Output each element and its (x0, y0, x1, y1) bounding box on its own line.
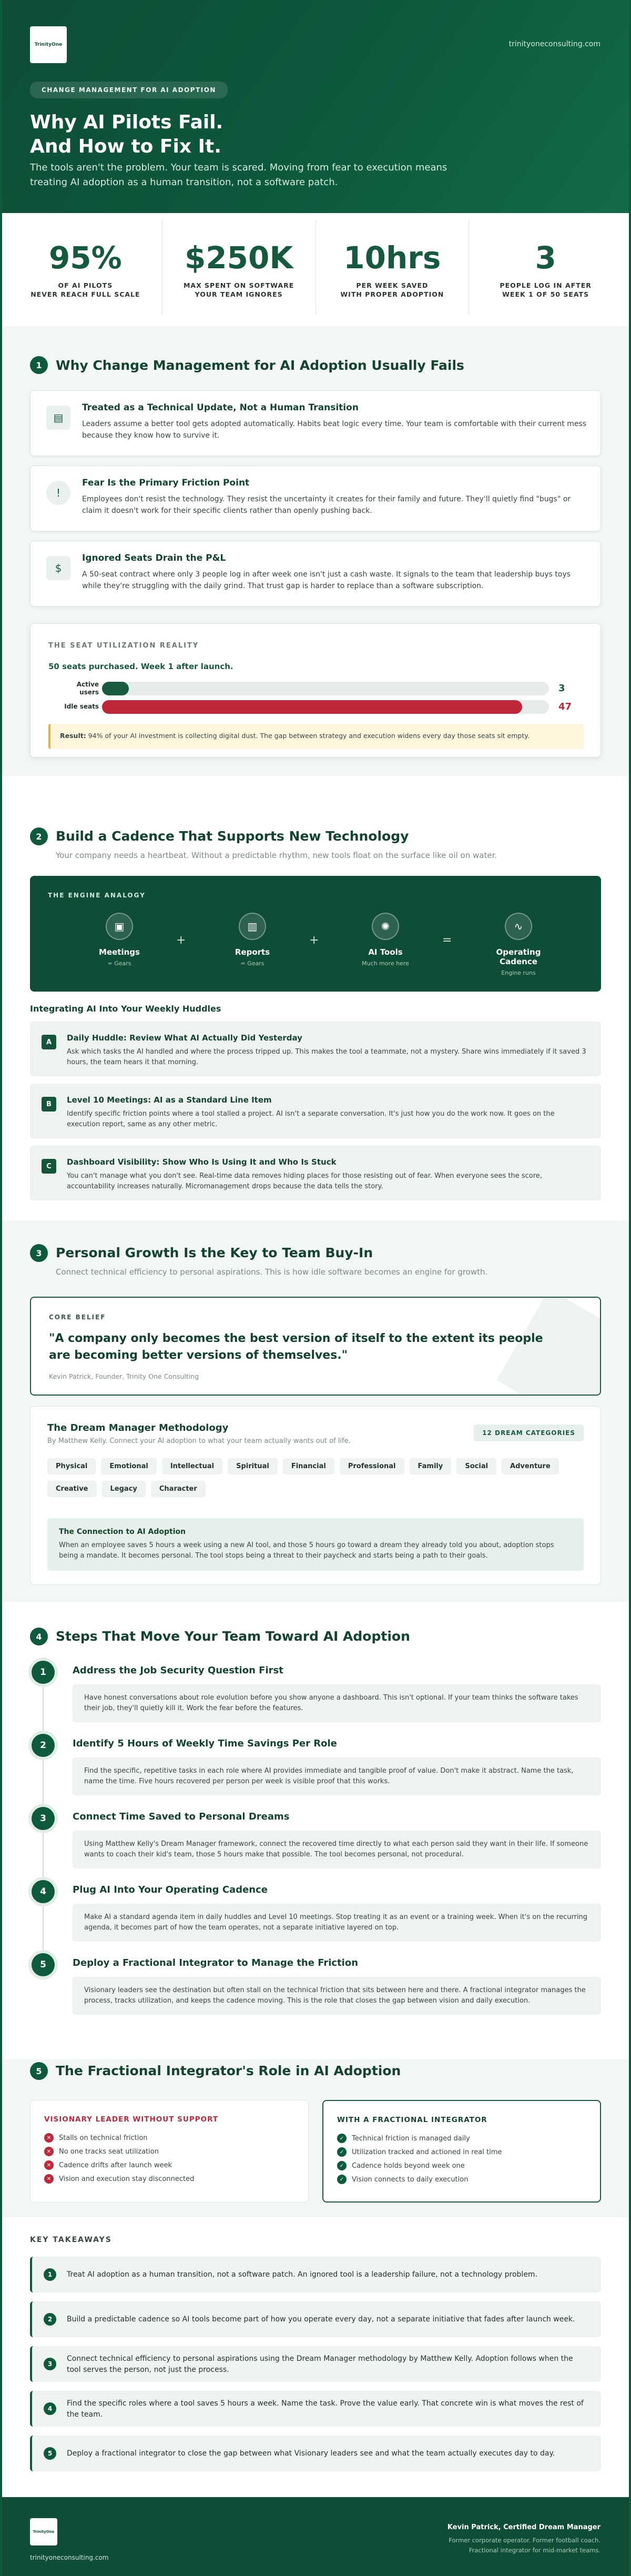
takeaways-heading: KEY TAKEAWAYS (30, 2236, 112, 2244)
logo[interactable] (30, 26, 67, 63)
section-title: Build a Cadence That Supports New Technology (56, 829, 409, 844)
page-border-right (629, 0, 631, 2576)
dream-category-tag: Social (456, 1458, 496, 1474)
dream-category-tag: Character (151, 1481, 206, 1497)
dream-category-tag: Adventure (502, 1458, 559, 1474)
check-icon: ✓ (337, 2175, 347, 2184)
hero-pill: CHANGE MANAGEMENT FOR AI ADOPTION (30, 82, 228, 98)
idle-seats-label: Idle seats (64, 703, 99, 710)
section-number: 4 (30, 1628, 48, 1645)
huddle-text: Ask which tasks the AI handled and where the process tripped up. This makes the tool a teammate, not a mystery. Share wins immediately if it saved 3 hours, the team hears it that morning. (67, 1048, 586, 1066)
hero-subtitle: The tools aren't the problem. Your team is scared. Moving from fear to execution means treating AI adoption as a human transition, not a software patch. (30, 162, 447, 188)
reason-card (30, 390, 601, 456)
step-text: Using Matthew Kelly's Dream Manager framework, connect the recovered time directly to what each person said they want in their life. If someone wants to coach their kid's team, those 5 hours make that possible. The tool becomes personal, not procedural. (73, 1831, 601, 1868)
takeaway-number: 3 (44, 2358, 56, 2370)
stat-label: PER WEEK SAVED WITH PROPER ADOPTION (340, 281, 444, 298)
dream-category-tag: Physical (47, 1458, 96, 1474)
section-number: 5 (30, 2062, 48, 2080)
comparison-item: ✓ Cadence holds beyond week one (337, 2159, 502, 2173)
pulse-icon: ∿ (505, 913, 532, 940)
equals-sign: = (442, 934, 452, 947)
footer-logo[interactable]: TrinityOne (30, 2518, 57, 2545)
check-icon: ✓ (337, 2161, 347, 2170)
step-title: Deploy a Fractional Integrator to Manage the Friction (73, 1957, 359, 1968)
dream-category-tag: Professional (340, 1458, 404, 1474)
dollar-icon: $ (46, 556, 70, 580)
check-icon: ✓ (337, 2147, 347, 2157)
dream-category-tag: Spiritual (228, 1458, 278, 1474)
section-number: 2 (30, 827, 48, 845)
stat-number: $250K (184, 240, 293, 276)
section-subtitle: Your company needs a heartbeat. Without a predictable rhythm, new tools float on the surface like oil on water. (56, 851, 497, 860)
x-icon: ✕ (44, 2160, 54, 2170)
core-belief-quote (30, 1297, 601, 1396)
huddle-badge: C (42, 1159, 56, 1174)
comparison-item: ✕ Stalls on technical friction (44, 2131, 194, 2145)
stats-row (9, 220, 622, 315)
takeaway-number: 4 (44, 2402, 56, 2415)
stat-number: 3 (535, 240, 556, 276)
footer (0, 2497, 631, 2576)
section-title: Personal Growth Is the Key to Team Buy-In (56, 1245, 373, 1260)
takeaway-item (30, 2301, 601, 2337)
takeaway-text: Connect technical efficiency to personal aspirations using the Dream Manager methodology by Matthew Kelly. Adoption follows when the tool serves the person, not just the process. (67, 2355, 573, 2374)
stat-label: OF AI PILOTS NEVER REACH FULL SCALE (30, 281, 140, 298)
without-support-heading: VISIONARY LEADER WITHOUT SUPPORT (44, 2115, 219, 2124)
engine-item-reports: ▥ Reports = Gears (210, 913, 294, 967)
dream-category-tag: Creative (47, 1481, 97, 1497)
huddle-title: Level 10 Meetings: AI as a Standard Line Item (67, 1095, 272, 1105)
huddle-title: Dashboard Visibility: Show Who Is Using It and Who Is Stuck (67, 1157, 337, 1167)
step-number: 2 (32, 1734, 55, 1757)
takeaway-number: 2 (44, 2313, 56, 2326)
dream-category-tag: Family (410, 1458, 452, 1474)
card-text: A 50-seat contract where only 3 people log in after week one isn't just a cash waste. It signals to the team that leadership buys toys while they're struggling with the daily grind. That trust gap is harder to replace than a software subscription. (82, 570, 571, 590)
card-title: Treated as a Technical Update, Not a Human Transition (82, 402, 359, 413)
comparison-item: ✓ Vision connects to daily execution (337, 2173, 502, 2186)
active-bar-fill (102, 682, 129, 695)
takeaway-text: Deploy a fractional integrator to close the gap between what Visionary leaders see and what the team actually executes day to day. (67, 2449, 555, 2458)
dream-categories-badge: 12 DREAM CATEGORIES (474, 1425, 584, 1441)
x-icon: ✕ (44, 2133, 54, 2143)
takeaway-number: 5 (44, 2447, 56, 2460)
section-subtitle: Connect technical efficiency to personal aspirations. This is how idle software becomes an engine for growth. (56, 1267, 488, 1277)
stat-number: 95% (48, 240, 122, 276)
result-callout: Result: 94% of your AI investment is collecting digital dust. The gap between strategy and execution widens every day those seats sit empty. (48, 724, 584, 749)
engine-label: THE ENGINE ANALOGY (48, 892, 146, 899)
x-icon: ✕ (44, 2147, 54, 2156)
takeaway-item (30, 2436, 601, 2471)
connection-callout (47, 1518, 584, 1571)
takeaway-item (30, 2257, 601, 2292)
footer-name: Kevin Patrick, Certified Dream Manager (447, 2523, 601, 2531)
dream-manager-panel (30, 1406, 601, 1585)
dream-category-tag: Financial (283, 1458, 334, 1474)
step-text: Have honest conversations about role evolution before you show anyone a dashboard. This isn't optional. If your team thinks the software takes their job, they'll quietly kill it. Work the fear before the features. (73, 1684, 601, 1722)
connection-text: When an employee saves 5 hours a week using a new AI tool, and those 5 hours go toward a dream they already told you about, adoption stops being a mandate. It becomes personal. The tool stops being a threat to their paycheck and starts being a path to their goals. (59, 1541, 554, 1560)
card-text: Employees don't resist the technology. They resist the uncertainty it creates for their family and future. They'll quietly find "bugs" or claim it doesn't work for their specific clients rather than openly pushing back. (82, 495, 571, 515)
stat-card (469, 220, 622, 315)
connection-title: The Connection to AI Adoption (59, 1528, 186, 1536)
quote-label: CORE BELIEF (49, 1314, 106, 1321)
reason-card (30, 466, 601, 531)
takeaway-item (30, 2391, 601, 2427)
takeaway-text: Find the specific roles where a tool saves 5 hours a week. Name the task. Prove the value early. That concrete win is what moves the rest of the team. (67, 2399, 584, 2419)
active-users-value: 3 (558, 683, 565, 694)
quote-author: Kevin Patrick, Founder, Trinity One Consulting (49, 1372, 199, 1380)
comparison-item: ✕ Cadence drifts after launch week (44, 2158, 194, 2172)
logo-text: TrinityOne (34, 42, 63, 47)
section-title: The Fractional Integrator's Role in AI Adoption (56, 2063, 401, 2078)
hero-title (30, 110, 398, 159)
card-title: Ignored Seats Drain the P&L (82, 553, 226, 563)
takeaway-number: 1 (44, 2268, 56, 2281)
x-icon: ✕ (44, 2174, 54, 2184)
stat-card (162, 220, 316, 315)
dream-tags (47, 1458, 578, 1503)
plus-sign: + (309, 934, 319, 947)
plus-sign: + (176, 934, 186, 947)
step-number: 4 (32, 1880, 55, 1903)
layout-icon: ▤ (46, 406, 70, 430)
engine-analogy-panel (30, 876, 601, 992)
section-title: Why Change Management for AI Adoption Usually Fails (56, 358, 464, 373)
engine-item-meetings: ▣ Meetings = Gears (77, 913, 161, 967)
step-number: 1 (32, 1661, 55, 1684)
quote-text: "A company only becomes the best version of itself to the extent its people are becoming better versions of themselves." (49, 1332, 543, 1362)
footer-bio-line-2: Fractional integrator for mid-market teams. (469, 2547, 601, 2554)
dream-category-tag: Emotional (101, 1458, 156, 1474)
briefcase-icon: ▣ (106, 913, 133, 940)
step-text: Visionary leaders see the destination but often stall on the technical friction that sits between here and there. A fractional integrator manages the process, tracks utilization, and keeps the cadence moving. This is the role that closes the gap between vision and daily execution. (73, 1977, 601, 2015)
footer-site-link[interactable]: trinityoneconsulting.com (30, 2554, 109, 2561)
step-number: 5 (32, 1953, 55, 1976)
stat-card (316, 220, 470, 315)
step-text: Make AI a standard agenda item in daily huddles and Level 10 meetings. Stop treating it as an event or a training week. When it's on the recurring agenda, it becomes part of how the team operates, not a separate initiative layered on top. (73, 1904, 601, 1942)
with-integrator-heading: WITH A FRACTIONAL INTEGRATOR (337, 2116, 487, 2124)
active-bar-track (102, 682, 549, 695)
comparison-item: ✕ Vision and execution stay disconnected (44, 2172, 194, 2186)
huddles-heading: Integrating AI Into Your Weekly Huddles (30, 1004, 221, 1014)
page-border-left (0, 0, 2, 2576)
comparison-item: ✓ Utilization tracked and actioned in real time (337, 2145, 502, 2159)
hero (0, 0, 631, 213)
takeaway-text: Treat AI adoption as a human transition, not a software patch. An ignored tool is a leadership failure, not a technology problem. (67, 2270, 538, 2279)
dream-category-tag: Legacy (102, 1481, 146, 1497)
without-support-card (30, 2100, 309, 2203)
hero-title-line-2: And How to Fix It. (30, 136, 221, 157)
idle-seats-value: 47 (558, 701, 572, 712)
huddle-badge: A (42, 1035, 56, 1049)
section-number: 1 (30, 356, 48, 374)
dream-title: The Dream Manager Methodology (47, 1422, 229, 1433)
huddle-item (30, 1022, 601, 1076)
card-text: Leaders assume a better tool gets adopted automatically. Habits beat logic every time. Your team is comfortable with their current mess because they know how to survive it. (82, 420, 587, 440)
huddle-badge: B (42, 1097, 56, 1112)
check-icon: ✓ (337, 2134, 347, 2143)
dream-subtitle: By Matthew Kelly. Connect your AI adoption to what your team actually wants out of life. (47, 1437, 351, 1445)
panel-label: THE SEAT UTILIZATION REALITY (48, 642, 199, 650)
section-title: Steps That Move Your Team Toward AI Adoption (56, 1629, 410, 1644)
engine-item-ai-tools: ✺ AI Tools Much more here (343, 913, 428, 967)
takeaway-text: Build a predictable cadence so AI tools become part of how you operate every day, not a separate initiative that fades after launch week. (67, 2315, 575, 2324)
without-support-list (44, 2131, 194, 2186)
stat-label: PEOPLE LOG IN AFTER WEEK 1 OF 50 SEATS (500, 281, 592, 298)
panel-headline: 50 seats purchased. Week 1 after launch. (48, 662, 233, 671)
huddle-item (30, 1084, 601, 1138)
footer-bio-line-1: Former corporate operator. Former football coach. (449, 2537, 601, 2544)
dream-category-tag: Intellectual (162, 1458, 222, 1474)
engine-item-operating-cadence: ∿ Operating Cadence Engine runs (476, 913, 561, 976)
alert-icon: ! (46, 481, 70, 505)
comparison-item: ✕ No one tracks seat utilization (44, 2145, 194, 2158)
section-number: 3 (30, 1244, 48, 1262)
active-users-label: Active users (76, 681, 99, 696)
comparison-item: ✓ Technical friction is managed daily (337, 2131, 502, 2145)
huddle-text: Identify specific friction points where a tool stalled a project. AI isn't a separate conversation. It's just how you do the work now. It goes on the execution report, same as any other metric. (67, 1110, 555, 1128)
takeaway-item (30, 2346, 601, 2382)
with-integrator-list (337, 2131, 502, 2186)
reason-card (30, 541, 601, 607)
huddle-text: You can't manage what you don't see. Real-time data removes hiding places for those resisting out of fear. When everyone sees the score, accountability increases naturally. Micromanagement drops because the data tells the story. (67, 1172, 542, 1190)
card-title: Fear Is the Primary Friction Point (82, 478, 250, 488)
step-title: Connect Time Saved to Personal Dreams (73, 1811, 290, 1822)
hero-title-line-1: Why AI Pilots Fail. (30, 112, 223, 133)
step-text: Find the specific, repetitive tasks in each role where AI provides immediate and tangible proof of value. Don't make it abstract. Name the task, name the time. Five hours recovered per person per week is visible proof that this works. (73, 1757, 601, 1795)
report-icon: ▥ (239, 913, 266, 940)
step-title: Identify 5 Hours of Weekly Time Savings Per Role (73, 1738, 337, 1749)
with-integrator-card (322, 2100, 601, 2203)
seat-utilization-panel (30, 623, 601, 757)
stat-label: MAX SPENT ON SOFTWARE YOUR TEAM IGNORES (183, 281, 294, 298)
footer-author (447, 2523, 601, 2554)
huddle-item (30, 1146, 601, 1200)
stat-number: 10hrs (343, 240, 441, 276)
step-number: 3 (32, 1807, 55, 1830)
idle-bar-fill (102, 700, 522, 714)
site-link[interactable]: trinityoneconsulting.com (508, 40, 601, 48)
stat-card (9, 220, 162, 315)
huddle-title: Daily Huddle: Review What AI Actually Did Yesterday (67, 1033, 302, 1043)
step-title: Address the Job Security Question First (73, 1665, 283, 1676)
step-title: Plug AI Into Your Operating Cadence (73, 1884, 268, 1895)
sparkle-icon: ✺ (372, 913, 399, 940)
